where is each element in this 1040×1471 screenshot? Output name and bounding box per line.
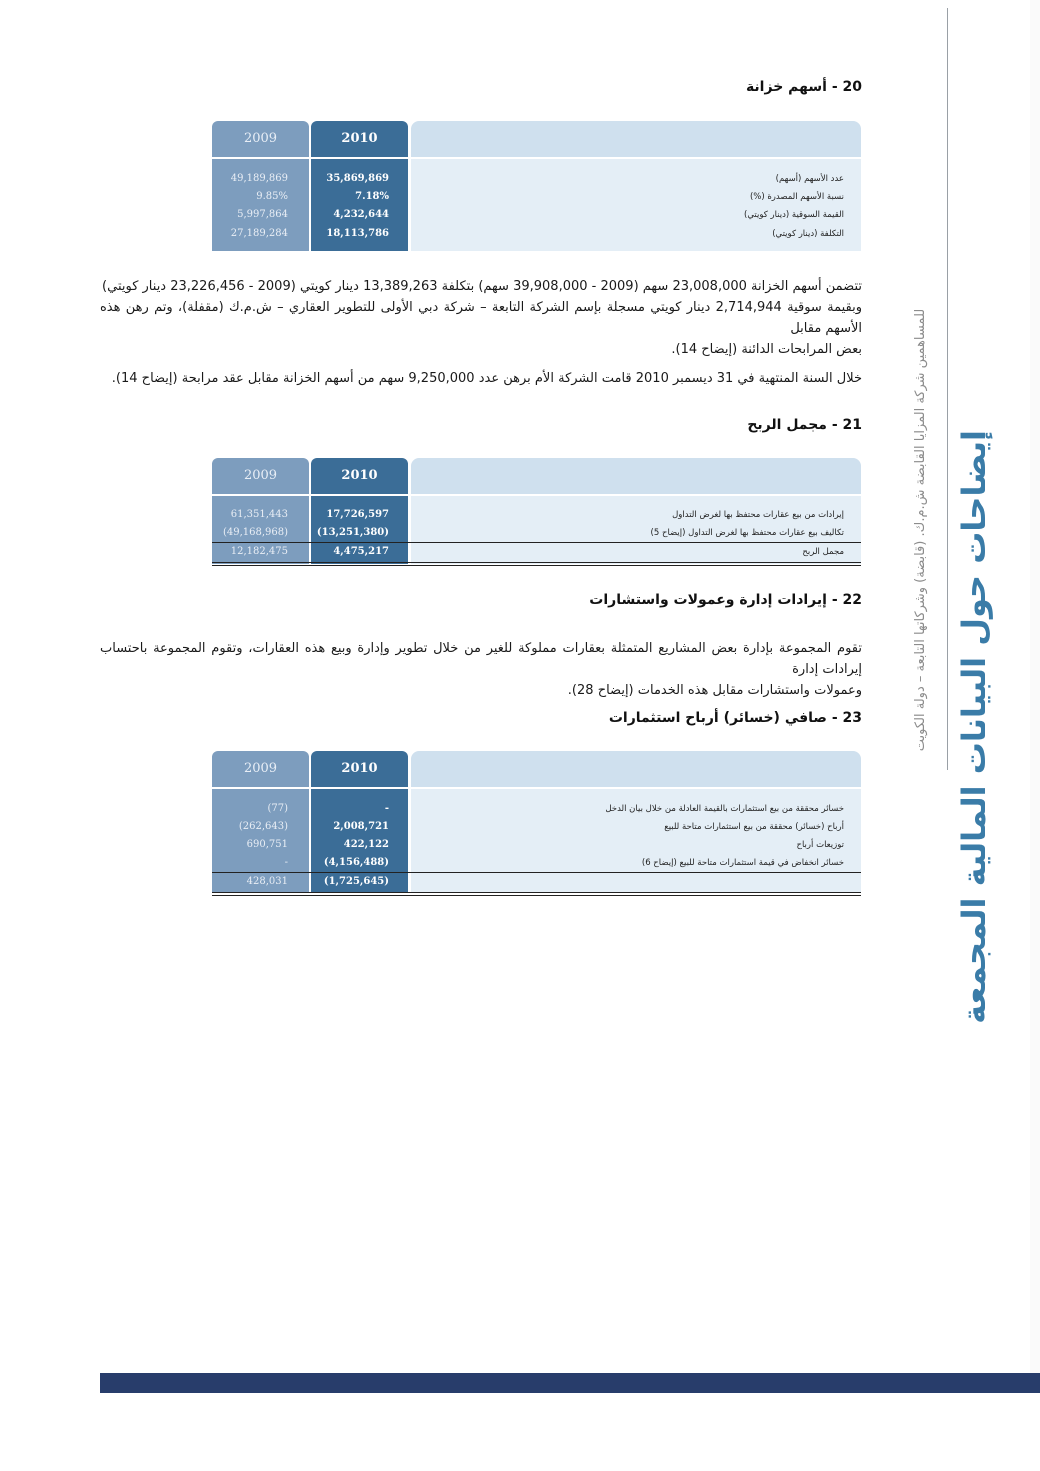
header-2010: 2010: [311, 751, 408, 787]
table-row: [212, 524, 861, 542]
total-rule: [212, 892, 861, 893]
value-2009: 5,997,864: [237, 209, 288, 220]
table-row-total: [212, 873, 861, 891]
row-label: [411, 873, 844, 891]
paragraph-line: تقوم المجموعة بإدارة بعض المشاريع المتمثلة بعقارات مملوكة للغير من خلال تطوير وإدارة وبيع هذه العقارات، وتقوم المجموعة باحتساب إيرادات إدارة: [100, 641, 862, 677]
row-label: خسائر محققة من بيع استثمارات بالقيمة العادلة من خلال بيان الدخل: [605, 804, 844, 814]
section-20-paragraph-1: [100, 276, 862, 360]
value-2009: (77): [267, 803, 288, 814]
value-2009: 27,189,284: [230, 228, 288, 239]
value-2009: 61,351,443: [230, 509, 288, 520]
value-2010: 7.18%: [355, 191, 389, 202]
row-label: مجمل الربح: [802, 547, 844, 557]
value-2009: 12,182,475: [230, 546, 288, 557]
row-label: تكاليف بيع عقارات محتفظ بها لغرض التداول (إيضاح 5): [650, 528, 844, 538]
value-2010: (4,156,488): [323, 857, 389, 868]
total-rule: [212, 895, 861, 896]
value-2009: 9.85%: [256, 191, 288, 202]
table-row: [212, 854, 861, 872]
value-2009: -: [284, 857, 288, 868]
section-22-paragraph: [100, 638, 862, 701]
header-2009: 2009: [212, 121, 309, 157]
value-2009: (262,643): [238, 821, 288, 832]
value-2010: 17,726,597: [326, 509, 389, 520]
row-label: توزيعات أرباح: [796, 840, 844, 850]
right-edge-strip: [1030, 0, 1040, 1380]
table-row: [212, 188, 861, 206]
table-row-total: [212, 543, 861, 561]
value-2010: 4,475,217: [333, 546, 389, 557]
header-2010: 2010: [311, 458, 408, 494]
paragraph-line: وبقيمة سوقية 2,714,944 دينار كويتي مسجلة بإسم الشركة التابعة – شركة دبي الأولى للتطوير العقاري – ش.م.ك (مقفلة)، وتم رهن هذه الأسهم مقابل: [100, 300, 862, 336]
treasury-shares-table: [212, 121, 861, 251]
row-label: التكلفة (دينار كويتي): [772, 229, 844, 239]
net-investment-results-table: [212, 751, 861, 899]
value-2010: (1,725,645): [323, 876, 389, 887]
value-2009: (49,168,968): [222, 527, 288, 538]
value-2010: 4,232,644: [333, 209, 389, 220]
header-2010: 2010: [311, 121, 408, 157]
header-2009: 2009: [212, 751, 309, 787]
value-2010: 2,008,721: [333, 821, 389, 832]
table-row: [212, 206, 861, 224]
total-rule: [212, 565, 861, 566]
paragraph-line: بعض المرابحات الدائنة (إيضاح 14).: [671, 342, 862, 357]
table-row: [212, 506, 861, 524]
row-label: القيمة السوقية (دينار كويتي): [744, 210, 844, 220]
footer-bar: [100, 1373, 1040, 1393]
section-21-heading: 21 - مجمل الربح: [747, 417, 862, 433]
value-2009: 690,751: [246, 839, 288, 850]
sidebar-subtitle: للمساهمين شركة المزايا القابضة ش.م.ك. (قابضة) وشركاتها التابعة – دولة الكويت: [913, 308, 928, 752]
section-20-paragraph-2: خلال السنة المنتهية في 31 ديسمبر 2010 قامت الشركة الأم برهن عدد 9,250,000 سهم من أسهم الخزانة مقابل عقد مرابحة (إيضاح 14).: [111, 371, 862, 386]
row-label: عدد الأسهم (أسهم): [775, 174, 844, 184]
total-rule: [212, 562, 861, 563]
table-row: [212, 836, 861, 854]
table-row: [212, 225, 861, 243]
value-2009: 428,031: [246, 876, 288, 887]
paragraph-line: وعمولات واستشارات مقابل هذه الخدمات (إيضاح 28).: [567, 683, 862, 698]
header-label: [411, 751, 861, 787]
row-label: أرباح (خسائر) محققة من بيع استثمارات متاحة للبيع: [664, 822, 844, 832]
section-22-heading: 22 - إيرادات إدارة وعمولات واستشارات: [589, 592, 862, 608]
section-20-heading: 20 - أسهم خزانة: [745, 79, 862, 95]
value-2010: 422,122: [343, 839, 389, 850]
header-2009: 2009: [212, 458, 309, 494]
paragraph-line: تتضمن أسهم الخزانة 23,008,000 سهم (2009 - 39,908,000 سهم) بتكلفة 13,389,263 دينار كويتي (2009 - 23,226,456 دينار كويتي): [102, 279, 862, 294]
sidebar-title: إيضاحات حول البيانات المالية المجمعة: [955, 430, 993, 1024]
value-2010: 18,113,786: [326, 228, 389, 239]
value-2010: 35,869,869: [326, 173, 389, 184]
gross-profit-table: [212, 458, 861, 570]
value-2010: (13,251,380): [316, 527, 389, 538]
table-row: [212, 170, 861, 188]
value-2010: -: [384, 803, 389, 814]
row-label: خسائر انخفاض في قيمة استثمارات متاحة للبيع (إيضاح 6): [641, 858, 844, 868]
section-23-heading: 23 - صافي (خسائر) أرباح استثمارات: [608, 710, 862, 726]
row-label: نسبة الأسهم المصدرة (%): [749, 192, 844, 202]
table-row: [212, 818, 861, 836]
table-row: [212, 800, 861, 818]
header-label: [411, 121, 861, 157]
row-label: إيرادات من بيع عقارات محتفظ بها لغرض التداول: [672, 510, 844, 520]
header-label: [411, 458, 861, 494]
value-2009: 49,189,869: [230, 173, 288, 184]
